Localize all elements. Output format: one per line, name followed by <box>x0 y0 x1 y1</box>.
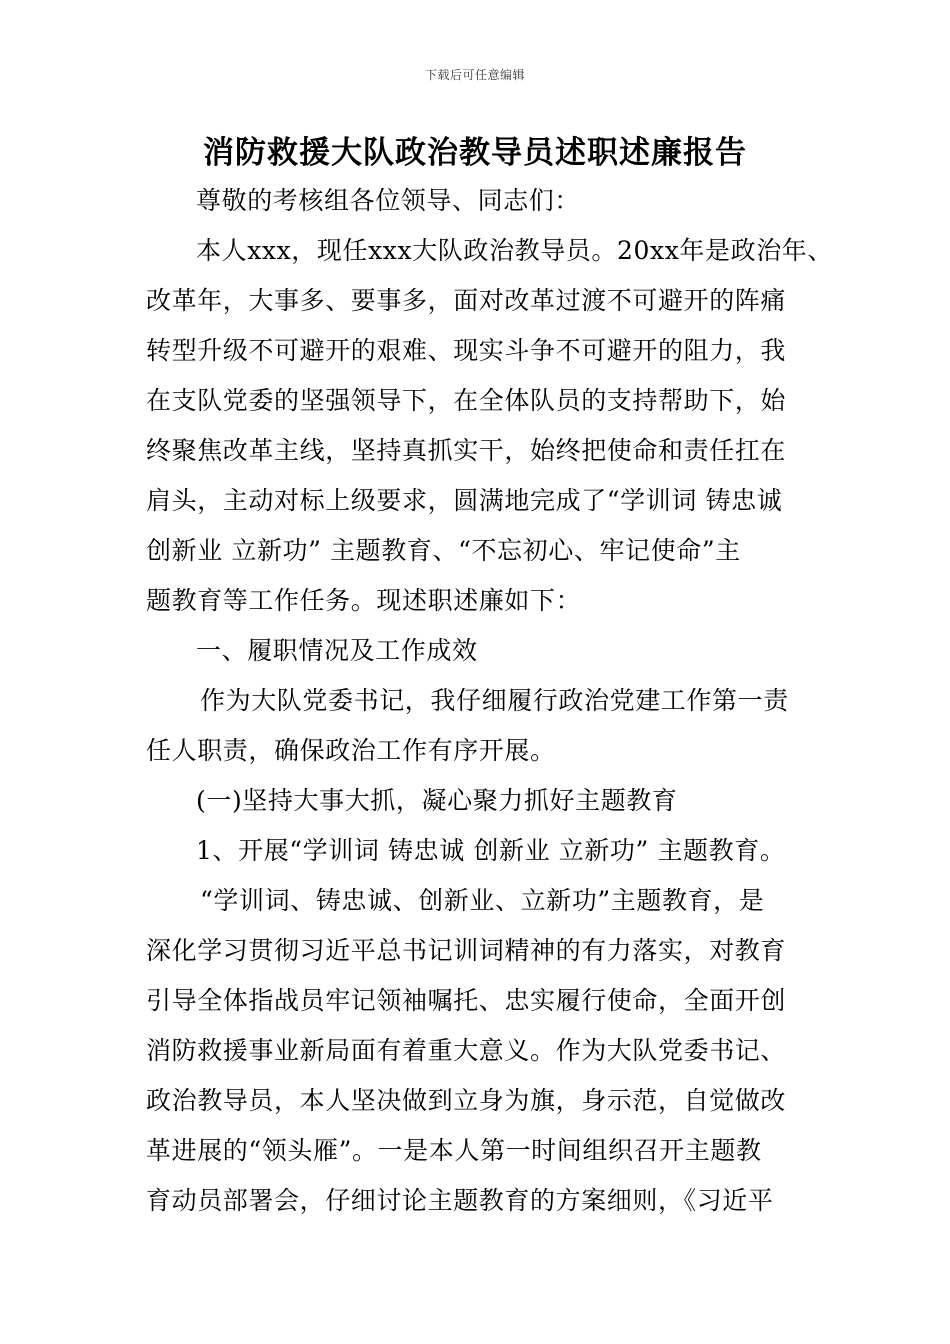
section-heading: 一、履职情况及工作成效 <box>196 636 478 665</box>
document-title: 消防救援大队政治教导员述职述廉报告 <box>203 135 747 171</box>
body-line: 尊敬的考核组各位领导、同志们： <box>196 186 581 215</box>
body-line: 消防救援事业新局面有着重大意义。作为大队党委书记、 <box>146 1036 787 1065</box>
body-line: 改革年，大事多、要事多，面对改革过渡不可避开的阵痛 <box>146 286 787 315</box>
subsection-heading: (一)坚持大事大抓，凝心聚力抓好主题教育 <box>196 786 678 815</box>
body-line: 任人职责，确保政治工作有序开展。 <box>146 736 556 765</box>
body-line: 引导全体指战员牢记领袖嘱托、忠实履行使命，全面开创 <box>146 986 787 1015</box>
body-line: 题教育等工作任务。现述职述廉如下： <box>146 586 582 615</box>
body-line: 在支队党委的坚强领导下，在全体队员的支持帮助下，始 <box>146 386 787 415</box>
item-heading: 1、开展“学训词 铸忠诚 创新业 立新功” 主题教育。 <box>196 836 786 865</box>
body-line: “学训词、铸忠诚、创新业、立新功”主题教育，是 <box>200 886 765 915</box>
body-line: 革进展的“领头雁”。一是本人第一时间组织召开主题教 <box>146 1136 762 1165</box>
header-note: 下载后可任意编辑 <box>424 68 525 82</box>
body-line: 终聚焦改革主线，坚持真抓实干，始终把使命和责任扛在 <box>146 436 787 465</box>
body-line: 创新业 立新功” 主题教育、“不忘初心、牢记使命”主 <box>146 536 741 565</box>
body-line: 肩头，主动对标上级要求，圆满地完成了“学训词 铸忠诚 <box>146 486 783 515</box>
body-line: 深化学习贯彻习近平总书记训词精神的有力落实，对教育 <box>146 936 787 965</box>
body-line: 本人xxx，现任xxx大队政治教导员。20xx年是政治年、 <box>196 236 834 265</box>
body-line: 作为大队党委书记，我仔细履行政治党建工作第一责 <box>200 686 789 715</box>
body-line: 政治教导员，本人坚决做到立身为旗，身示范，自觉做改 <box>146 1086 787 1115</box>
body-line: 转型升级不可避开的艰难、现实斗争不可避开的阻力，我 <box>146 336 787 365</box>
body-line: 育动员部署会，仔细讨论主题教育的方案细则，《习近平 <box>146 1186 774 1215</box>
